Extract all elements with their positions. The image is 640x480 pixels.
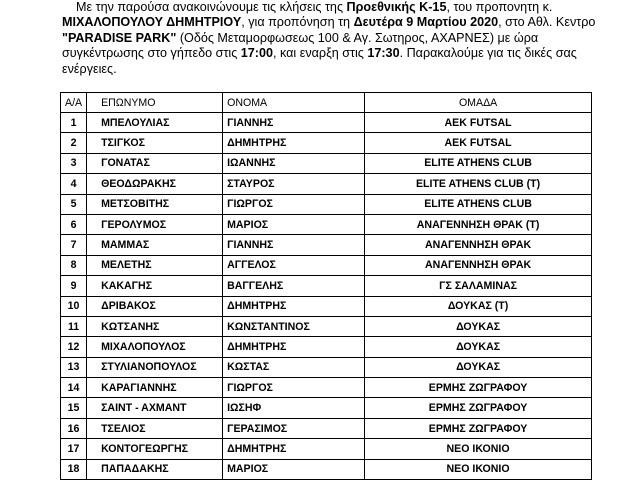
meeting-time: 17:00 [240,46,274,61]
team-category: Προεθνικής Κ-15 [346,0,447,14]
header-team: ΟΜΑΔΑ [365,93,592,113]
table-row [61,439,592,459]
player-team: ΕΡΜΗΣ ΖΩΓΡΑΦΟΥ [365,378,592,398]
player-surname: ΤΣΙΓΚΟΣ [87,133,223,153]
table-row [61,276,592,296]
player-team: ΑΝΑΓΕΝΝΗΣΗ ΘΡΑΚ (Τ) [365,214,592,234]
player-surname: ΜΕΛΕΤΗΣ [87,255,223,275]
player-name: ΑΓΓΕΛΟΣ [223,255,365,275]
intro-text: , και εναρξη στις [273,46,368,61]
player-name: ΓΙΩΡΓΟΣ [223,194,365,214]
intro-paragraph [62,0,622,77]
intro-line-3 [62,31,622,46]
table-row [61,214,592,234]
player-name: ΒΑΓΓΕΛΗΣ [223,276,365,296]
player-team: ΑΝΑΓΕΝΝΗΣΗ ΘΡΑΚ [365,235,592,255]
intro-text: , στο Αθλ. Κεντρο [498,15,596,30]
player-surname: ΚΑΡΑΓΙΑΝΝΗΣ [87,378,223,398]
player-team: ΕΡΜΗΣ ΖΩΓΡΑΦΟΥ [365,418,592,438]
player-surname: ΜΠΕΛΟΥΛΙΑΣ [87,113,223,133]
intro-text: , για προπόνηση τη [241,15,354,30]
player-surname: ΜΑΜΜΑΣ [87,235,223,255]
header-surname: ΕΠΩΝΥΜΟ [87,93,223,113]
player-name: ΙΩΣΗΦ [223,398,365,418]
player-team: ΝΕΟ ΙΚΟΝΙΟ [365,439,592,459]
player-surname: ΚΟΝΤΟΓΕΩΡΓΗΣ [87,439,223,459]
row-number: 3 [61,153,87,173]
player-team: ΔΟΥΚΑΣ [365,337,592,357]
training-date: Δευτέρα 9 Μαρτίου 2020 [353,15,499,30]
player-team: ΔΟΥΚΑΣ (Τ) [365,296,592,316]
player-surname: ΚΩΤΣΑΝΗΣ [87,316,223,336]
row-number: 12 [61,337,87,357]
table-row [61,235,592,255]
player-name: ΔΗΜΗΤΡΗΣ [223,133,365,153]
row-number: 9 [61,276,87,296]
row-number: 10 [61,296,87,316]
intro-line-2 [62,15,622,30]
intro-line-5: ενέργειες. [62,61,117,76]
table-row [61,296,592,316]
player-team: ΔΟΥΚΑΣ [365,357,592,377]
row-number: 1 [61,113,87,133]
intro-text: . Παρακαλούμε για τις δικές σας [399,46,577,61]
table-row [61,337,592,357]
player-team: ΔΟΥΚΑΣ [365,316,592,336]
row-number: 5 [61,194,87,214]
player-surname: ΔΡΙΒΑΚΟΣ [87,296,223,316]
intro-text: συγκέντρωσης στο γήπεδο στις [62,46,241,61]
table-row [61,153,592,173]
player-name: ΣΤΑΥΡΟΣ [223,174,365,194]
player-name: ΚΩΝΣΤΑΝΤΙΝΟΣ [223,316,365,336]
row-number: 17 [61,439,87,459]
player-surname: ΜΙΧΑΛΟΠΟΥΛΟΣ [87,337,223,357]
player-name: ΙΩΑΝΝΗΣ [223,153,365,173]
player-surname: ΠΑΠΑΔΑΚΗΣ [87,459,223,479]
player-team: ΕΡΜΗΣ ΖΩΓΡΑΦΟΥ [365,398,592,418]
player-surname: ΚΑΚΑΓΗΣ [87,276,223,296]
player-name: ΜΑΡΙΟΣ [223,214,365,234]
players-table [60,92,592,480]
row-number: 7 [61,235,87,255]
row-number: 6 [61,214,87,234]
player-surname: ΓΟΝΑΤΑΣ [87,153,223,173]
row-number: 18 [61,459,87,479]
player-team: ELITE ATHENS CLUB (T) [365,174,592,194]
row-number: 16 [61,418,87,438]
table-row [61,459,592,479]
intro-line-4 [62,46,622,61]
player-name: ΓΙΑΝΝΗΣ [223,235,365,255]
player-name: ΔΗΜΗΤΡΗΣ [223,337,365,357]
player-team: ΑΝΑΓΕΝΝΗΣΗ ΘΡΑΚ [365,255,592,275]
venue-name: "PARADISE PARK" [62,30,177,45]
intro-line-1 [62,0,622,15]
coach-name: ΜΙΧΑΛΟΠΟΥΛΟΥ ΔΗΜΗΤΡΙΟΥ [62,15,242,30]
player-name: ΔΗΜΗΤΡΗΣ [223,296,365,316]
player-team: ΝΕΟ ΙΚΟΝΙΟ [365,459,592,479]
player-name: ΔΗΜΗΤΡΗΣ [223,439,365,459]
table-row [61,378,592,398]
player-team: ELITE ATHENS CLUB [365,194,592,214]
player-name: ΓΙΑΝΝΗΣ [223,113,365,133]
table-row [61,316,592,336]
intro-text: Με την παρούσα ανακοινώνουμε τις κλήσεις της [76,0,347,14]
player-surname: ΜΕΤΣΟΒΙΤΗΣ [87,194,223,214]
table-header-row [61,93,592,113]
header-name: ΟΝΟΜΑ [223,93,365,113]
player-surname: ΣΑΙΝΤ - ΑΧΜΑΝΤ [87,398,223,418]
row-number: 11 [61,316,87,336]
table-row [61,133,592,153]
row-number: 14 [61,378,87,398]
table-row [61,255,592,275]
row-number: 8 [61,255,87,275]
player-team: ΑΕΚ FUTSAL [365,133,592,153]
start-time: 17:30 [367,46,400,61]
table-row [61,174,592,194]
table-row [61,113,592,133]
player-name: ΓΕΡΑΣΙΜΟΣ [223,418,365,438]
player-surname: ΣΤΥΛΙΑΝΟΠΟΥΛΟΣ [87,357,223,377]
player-name: ΚΩΣΤΑΣ [223,357,365,377]
row-number: 13 [61,357,87,377]
table-row [61,194,592,214]
header-aa: Α/Α [61,93,87,113]
player-team: ELITE ATHENS CLUB [365,153,592,173]
player-surname: ΘΕΟΔΩΡΑΚΗΣ [87,174,223,194]
player-name: ΜΑΡΙΟΣ [223,459,365,479]
player-team: ΑΕΚ FUTSAL [365,113,592,133]
player-surname: ΤΣΕΛΙΟΣ [87,418,223,438]
table-body [61,113,592,480]
player-surname: ΓΕΡΟΛΥΜΟΣ [87,214,223,234]
player-team: ΓΣ ΣΑΛΑΜΙΝΑΣ [365,276,592,296]
row-number: 15 [61,398,87,418]
intro-text: , του προπονητη κ. [446,0,553,14]
row-number: 2 [61,133,87,153]
table-row [61,357,592,377]
table-row [61,418,592,438]
venue-address: (Οδός Μεταμορφωσεως 100 & Αγ. Σωτηρος, ΑΧΑΡΝΕΣ) με ώρα [176,30,539,45]
row-number: 4 [61,174,87,194]
player-name: ΓΙΩΡΓΟΣ [223,378,365,398]
table-row [61,398,592,418]
